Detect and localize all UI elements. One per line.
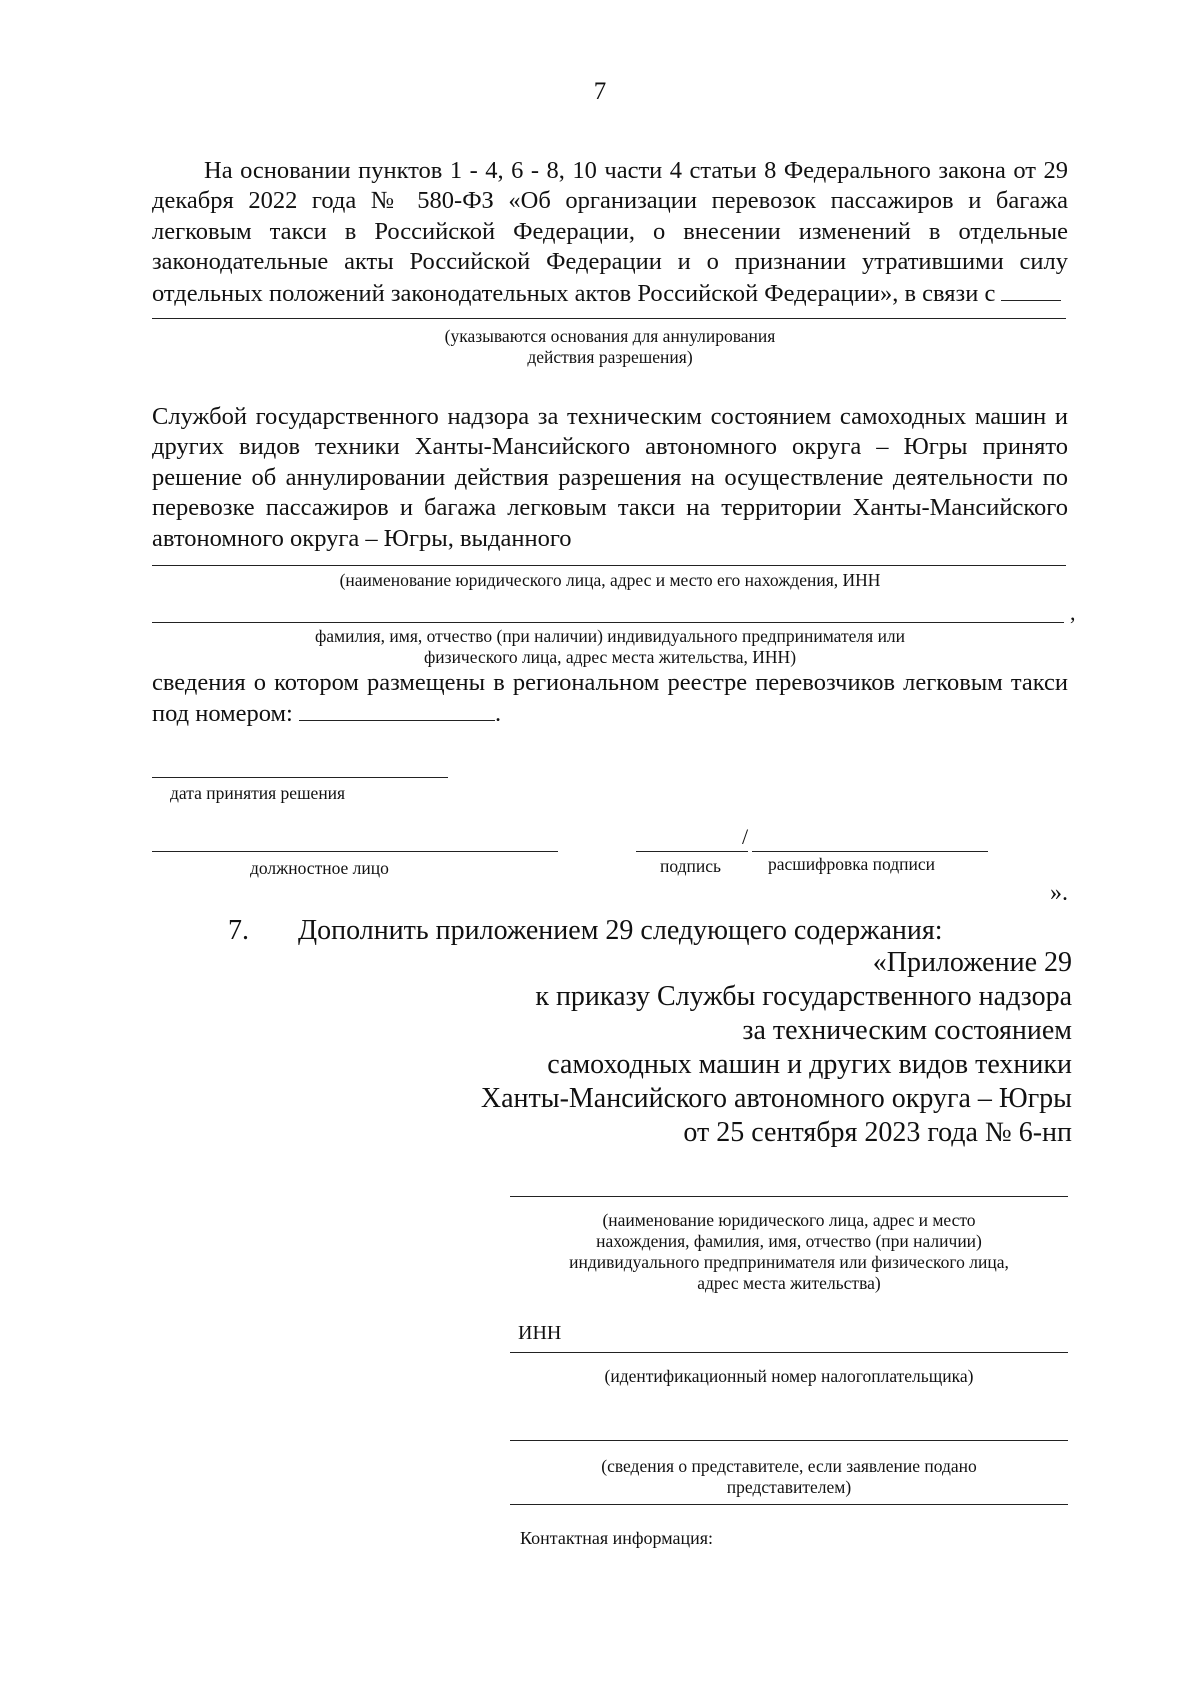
page-number: 7 (593, 78, 607, 105)
signature-line (636, 851, 748, 852)
paragraph-line: декабря 2022 года № 580-ФЗ «Об организации перевозок пассажиров и багажа (152, 187, 1068, 215)
closing-quote: ». (1050, 880, 1068, 906)
official-line (152, 851, 558, 852)
caption-inn: (идентификационный номер налогоплательщика) (604, 1366, 974, 1386)
item-number: 7. (228, 915, 249, 946)
decoding-line (752, 851, 988, 852)
grounds-blank (1001, 278, 1061, 301)
paragraph-line: решение об аннулировании действия разрешения на осуществление деятельности по (152, 463, 1068, 491)
paragraph-legal-basis (152, 156, 1068, 309)
comma-mark: , (1070, 600, 1076, 625)
paragraph-registry (152, 668, 1068, 730)
legal-entity-line (152, 565, 1066, 566)
paragraph-line: под номером: . (152, 700, 502, 728)
paragraph-line: Службой государственного надзора за техническим состоянием самоходных машин и (152, 403, 1068, 430)
paragraph-line: сведения о котором размещены в региональном реестре перевозчиков легковым такси (152, 669, 1068, 696)
item-text: Дополнить приложением 29 следующего содержания: (298, 915, 943, 946)
contact-label: Контактная информация: (520, 1528, 714, 1548)
caption-legal-entity: (наименование юридического лица, адрес и место его нахождения, ИНН (339, 570, 881, 590)
caption-representative: (сведения о представителе, если заявление подано представителем) (601, 1456, 977, 1497)
paragraph-line: других видов техники Ханты-Мансийского автономного округа – Югры принято (152, 433, 1068, 461)
individual-line (152, 622, 1064, 623)
representative-line (510, 1440, 1068, 1441)
paragraph-line: На основании пунктов 1 - 4, 6 - 8, 10 части 4 статьи 8 Федерального закона от 29 (204, 157, 1068, 184)
applicant-line (510, 1196, 1068, 1197)
paragraph-decision (152, 402, 1068, 554)
appendix-header: «Приложение 29 к приказу Службы государственного надзора за техническим состоянием самоходных машин и других видов техники Ханты-Мансийского автономного округа – Югры от 25 сентября 2023 года № 6-нп (480, 947, 1072, 1148)
grounds-line (152, 318, 1066, 319)
caption-signature: подпись (660, 856, 721, 876)
paragraph-line: автономного округа – Югры, выданного (152, 524, 572, 552)
paragraph-line: легковым такси в Российской Федерации, о внесении изменений в отдельные (152, 217, 1068, 245)
registry-number-blank (299, 698, 495, 721)
inn-label: ИНН (518, 1322, 562, 1344)
caption-official: должностное лицо (250, 858, 389, 878)
inn-line (510, 1352, 1068, 1353)
caption-date: дата принятия решения (170, 783, 346, 803)
paragraph-line: законодательные акты Российской Федерации и о признании утратившими силу (152, 248, 1068, 276)
paragraph-line: отдельных положений законодательных актов Российской Федерации», в связи с (152, 278, 1068, 309)
paragraph-line: перевозке пассажиров и багажа легковым такси на территории Ханты-Мансийского (152, 494, 1068, 522)
caption-grounds: (указываются основания для аннулирования действия разрешения) (444, 326, 776, 367)
caption-individual: фамилия, имя, отчество (при наличии) индивидуального предпринимателя или физического лица, адрес места жительства, ИНН) (314, 626, 906, 667)
representative-bottom-line (510, 1504, 1068, 1505)
caption-decoding: расшифровка подписи (768, 854, 935, 874)
slash-mark: / (742, 824, 749, 849)
date-line (152, 777, 448, 778)
caption-applicant: (наименование юридического лица, адрес и место нахождения, фамилия, имя, отчество (при наличии) индивидуального предпринимателя или физического лица, адрес места жительства) (569, 1210, 1009, 1293)
